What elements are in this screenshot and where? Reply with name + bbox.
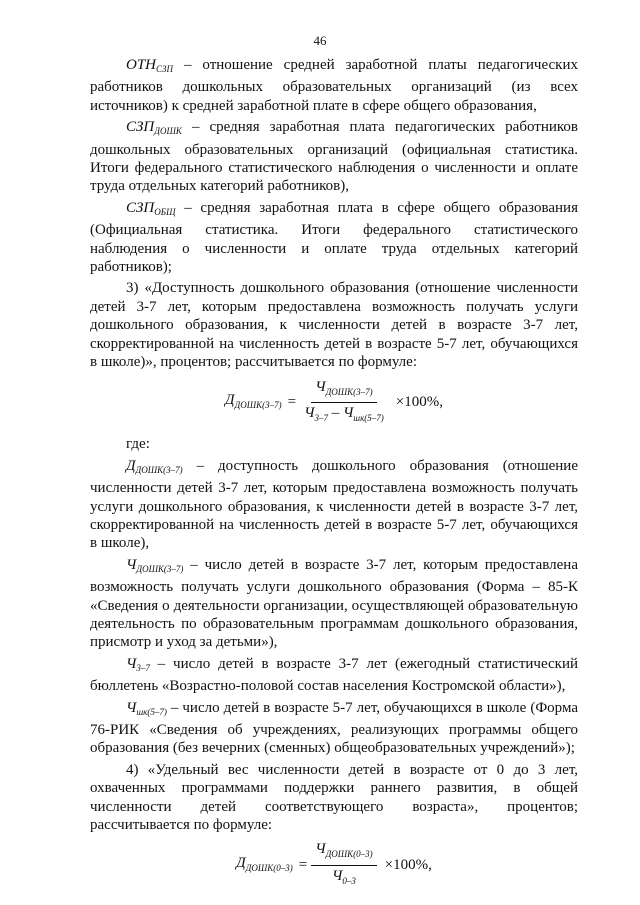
equals-sign: = (298, 857, 308, 874)
definition-ch-3-7: $Ч_{3-7}$ – число детей в возрасте 3-7 лет (ежегодный статистический бюллетень «Возрастно-половой состав населения Костромской области»), (90, 655, 578, 695)
symbol: $Ч_{3-7}$ (126, 655, 150, 673)
fraction-denominator: $Ч_{0-3}$ (332, 867, 356, 886)
formula-doshk-0-3 (90, 840, 578, 890)
indicator-3-paragraph: 3) «Доступность дошкольного образования (отношение численности детей 3-7 лет, которым предоставлена возможность получать услуги дошкольного образования, к численности детей в возрасте 3-7 лет, скорректированной на численность детей в возрасте 5-7 лет, обучающихся в школе)», процентов; рассчитывается по формуле: (90, 280, 578, 371)
where-label: где: (126, 436, 150, 453)
document-body (90, 56, 578, 898)
symbol: $ОТН_{СЗП}$ (126, 57, 173, 74)
indicator-4-paragraph: 4) «Удельный вес численности детей в возрасте от 0 до 3 лет, охваченных программами поддержки раннего развития, в общей численности детей соответствующего возраста», процентов; рассчитывается по формуле: (90, 761, 578, 834)
symbol: $Ч_{шк(5-7)}$ (126, 699, 167, 717)
fraction-numerator: $Ч_{ДОШК(0-3)}$ (311, 840, 376, 865)
formula-tail: ×100%, (384, 857, 432, 874)
formula-doshk-3-7 (90, 378, 578, 428)
symbol: $СЗП_{ОБЩ}$ (126, 199, 176, 217)
symbol: $Д_{ДОШК(3-7)}$ (126, 457, 183, 475)
definition-szp-doshk: $СЗП_{ДОШК}$ – средняя заработная плата педагогических работников дошкольных образовательных организаций (официальная статистика. Итоги федерального статистического наблюдения о численности и оплате труда отдельных категорий работников), (90, 119, 578, 195)
definition-szp-obshch: $СЗП_{ОБЩ}$ – средняя заработная плата в сфере общего образования (Официальная статистика. Итоги федерального статистического наблюдения о численности и оплате труда отдельных категорий работников); (90, 199, 578, 276)
equals-sign: = (287, 394, 297, 411)
formula-lhs: $Д_{ДОШК(0-3)}$ (236, 854, 293, 873)
fraction (311, 840, 376, 890)
fraction (300, 378, 388, 428)
formula-tail: ×100%, (395, 394, 443, 411)
definition-oth-szp: $ОТН_{СЗП}$ – отношение средней заработной платы педагогических работников дошкольных образовательных организаций (из всех источников) к средней заработной плате в сфере общего образования, (90, 57, 578, 114)
symbol: $Ч_{ДОШК(3-7)}$ (126, 556, 184, 574)
definition-d-doshk: $Д_{ДОШК(3-7)}$ – доступность дошкольного образования (отношение численности детей 3-7 лет, которым предоставлена возможность получать услуги дошкольного образования, к численности детей в возрасте 3-7 лет, скорректированной на численность детей в возрасте 5-7 лет, обучающихся в школе), (90, 457, 578, 552)
definition-ch-shk: $Ч_{шк(5-7)}$ – число детей в возрасте 5-7 лет, обучающихся в школе (Форма 76-РИК «Сведения об учреждениях, реализующих программы общего образования (без вечерних (сменных) общеобразовательных учреждений»); (90, 699, 578, 757)
fraction-numerator: $Ч_{ДОШК(3-7)}$ (311, 378, 376, 403)
fraction-denominator: $Ч_{3-7} - Ч_{шк(5-7)}$ (304, 404, 384, 423)
formula-lhs: $Д_{ДОШК(3-7)}$ (224, 391, 282, 410)
definition-ch-doshk: $Ч_{ДОШК(3-7)}$ – число детей в возрасте 3-7 лет, которым предоставлена возможность получать услуги дошкольного образования (Форма – 85-К «Сведения о деятельности организации, осуществляющей образовательную деятельность по образовательным программам дошкольного образования, присмотр и уход за детьми»), (90, 556, 578, 651)
page-number: 46 (313, 33, 327, 48)
symbol: $СЗП_{ДОШК}$ (126, 119, 182, 137)
